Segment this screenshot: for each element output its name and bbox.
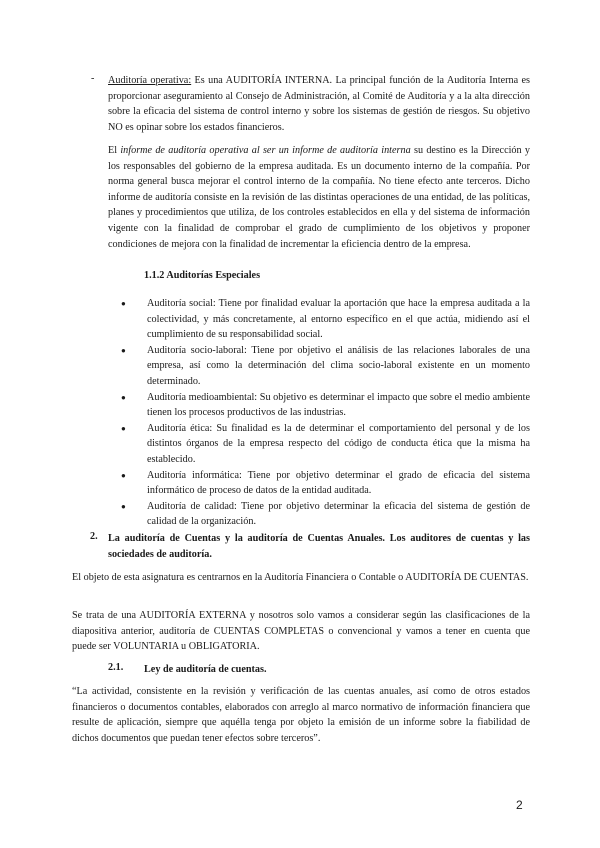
- special-audits-list: [119, 296, 530, 530]
- term-informe-operativa: informe de auditoría operativa al ser un informe de auditoría interna: [120, 145, 411, 156]
- quote-ley-auditoria: “La actividad, consistente en la revisión y verificación de las cuentas anuales, así como de otros estados financieros o documentos contables, elaborados con arreglo al marco normativo de información financiera que resulte de aplicación, siempre que aquélla tenga por objeto la emisión de un informe sobre la fiabilidad de dichos documentos que puedan tener efectos sobre terceros”.: [72, 686, 530, 744]
- paragraph-informe: [108, 143, 530, 252]
- dash-bullet: -: [91, 73, 95, 84]
- term-auditoria-operativa: Auditoría operativa:: [108, 75, 192, 86]
- paragraph-externa: Se trata de una AUDITORÍA EXTERNA y nosotros solo vamos a considerar según las clasificaciones de la diapositiva anterior, auditoría de CUENTAS COMPLETAS o convencional y vamos a tener en cuenta que puede ser VOLUNTARIA u OBLIGATORIA.: [72, 610, 530, 653]
- list-item: ● Auditoría social: Tiene por finalidad evaluar la aportación que hace la empresa auditada a la colectividad, y más concretamente, al entorno específico en el que actúa, midiendo así el cumplimiento de su responsabilidad social.: [119, 296, 530, 343]
- section-number: 2.: [90, 531, 98, 542]
- list-item: ● Auditoría de calidad: Tiene por objetivo determinar la eficacia del sistema de gestión de calidad de la organización.: [119, 499, 530, 530]
- subsection-title: Ley de auditoría de cuentas.: [144, 664, 267, 675]
- paragraph-informe-lead: El: [108, 145, 121, 156]
- paragraph-informe-text: su destino es la Dirección y los responsables del gobierno de la empresa auditada. Es un documento interno de la compañía. Por norma general busca mejorar el control interno de la compañía. No tiene efecto ante terceros. Dicho informe de auditoría consiste en la revisión de las distintas operaciones de una entidad, de las políticas, planes y procedimientos que utiliza, de los controles establecidos en ella y del sistema de información vigente con la finalidad de comprobar el grado de cumplimiento de los objetivos y proponer condiciones de mejora con la finalidad de incrementar la eficiencia dentro de la empresa.: [108, 145, 530, 250]
- list-item: ● Auditoría informática: Tiene por objetivo determinar el grado de eficacia del sistema informático de proceso de datos de la entidad auditada.: [119, 468, 530, 499]
- paragraph-operativa-text: Es una AUDITORÍA INTERNA. La principal función de la Auditoría Interna es proporcionar aseguramiento al Consejo de Administración, al Comité de Auditoría y a la alta dirección sobre la eficacia del sistema de control interno y sobre los sistemas de gestión de riesgos. Su objetivo NO es opinar sobre los estados financieros.: [108, 75, 530, 133]
- paragraph-objeto: El objeto de esta asignatura es centrarnos en la Auditoría Financiera o Contable o AUDITORÍA DE CUENTAS.: [72, 572, 529, 583]
- page-number: 2: [516, 798, 523, 812]
- list-item: ● Auditoría ética: Su finalidad es la de determinar el comportamiento del personal y de los distintos órganos de la empresa respecto del código de conducta ética que la misma ha establecido.: [119, 421, 530, 468]
- section-title: La auditoría de Cuentas y la auditoría de Cuentas Anuales. Los auditores de cuentas y las sociedades de auditoría.: [108, 533, 530, 560]
- list-item: ● Auditoría medioambiental: Su objetivo es determinar el impacto que sobre el medio ambiente tienen los procesos productivos de las industrias.: [119, 390, 530, 421]
- heading-auditorias-especiales: 1.1.2 Auditorías Especiales: [144, 270, 261, 281]
- list-item: ● Auditoría socio-laboral: Tiene por objetivo el análisis de las relaciones laborales de una empresa, así como la determinación del clima socio-laboral existente en un momento determinado.: [119, 343, 530, 390]
- subsection-number: 2.1.: [108, 662, 124, 673]
- paragraph-operativa: [108, 73, 530, 135]
